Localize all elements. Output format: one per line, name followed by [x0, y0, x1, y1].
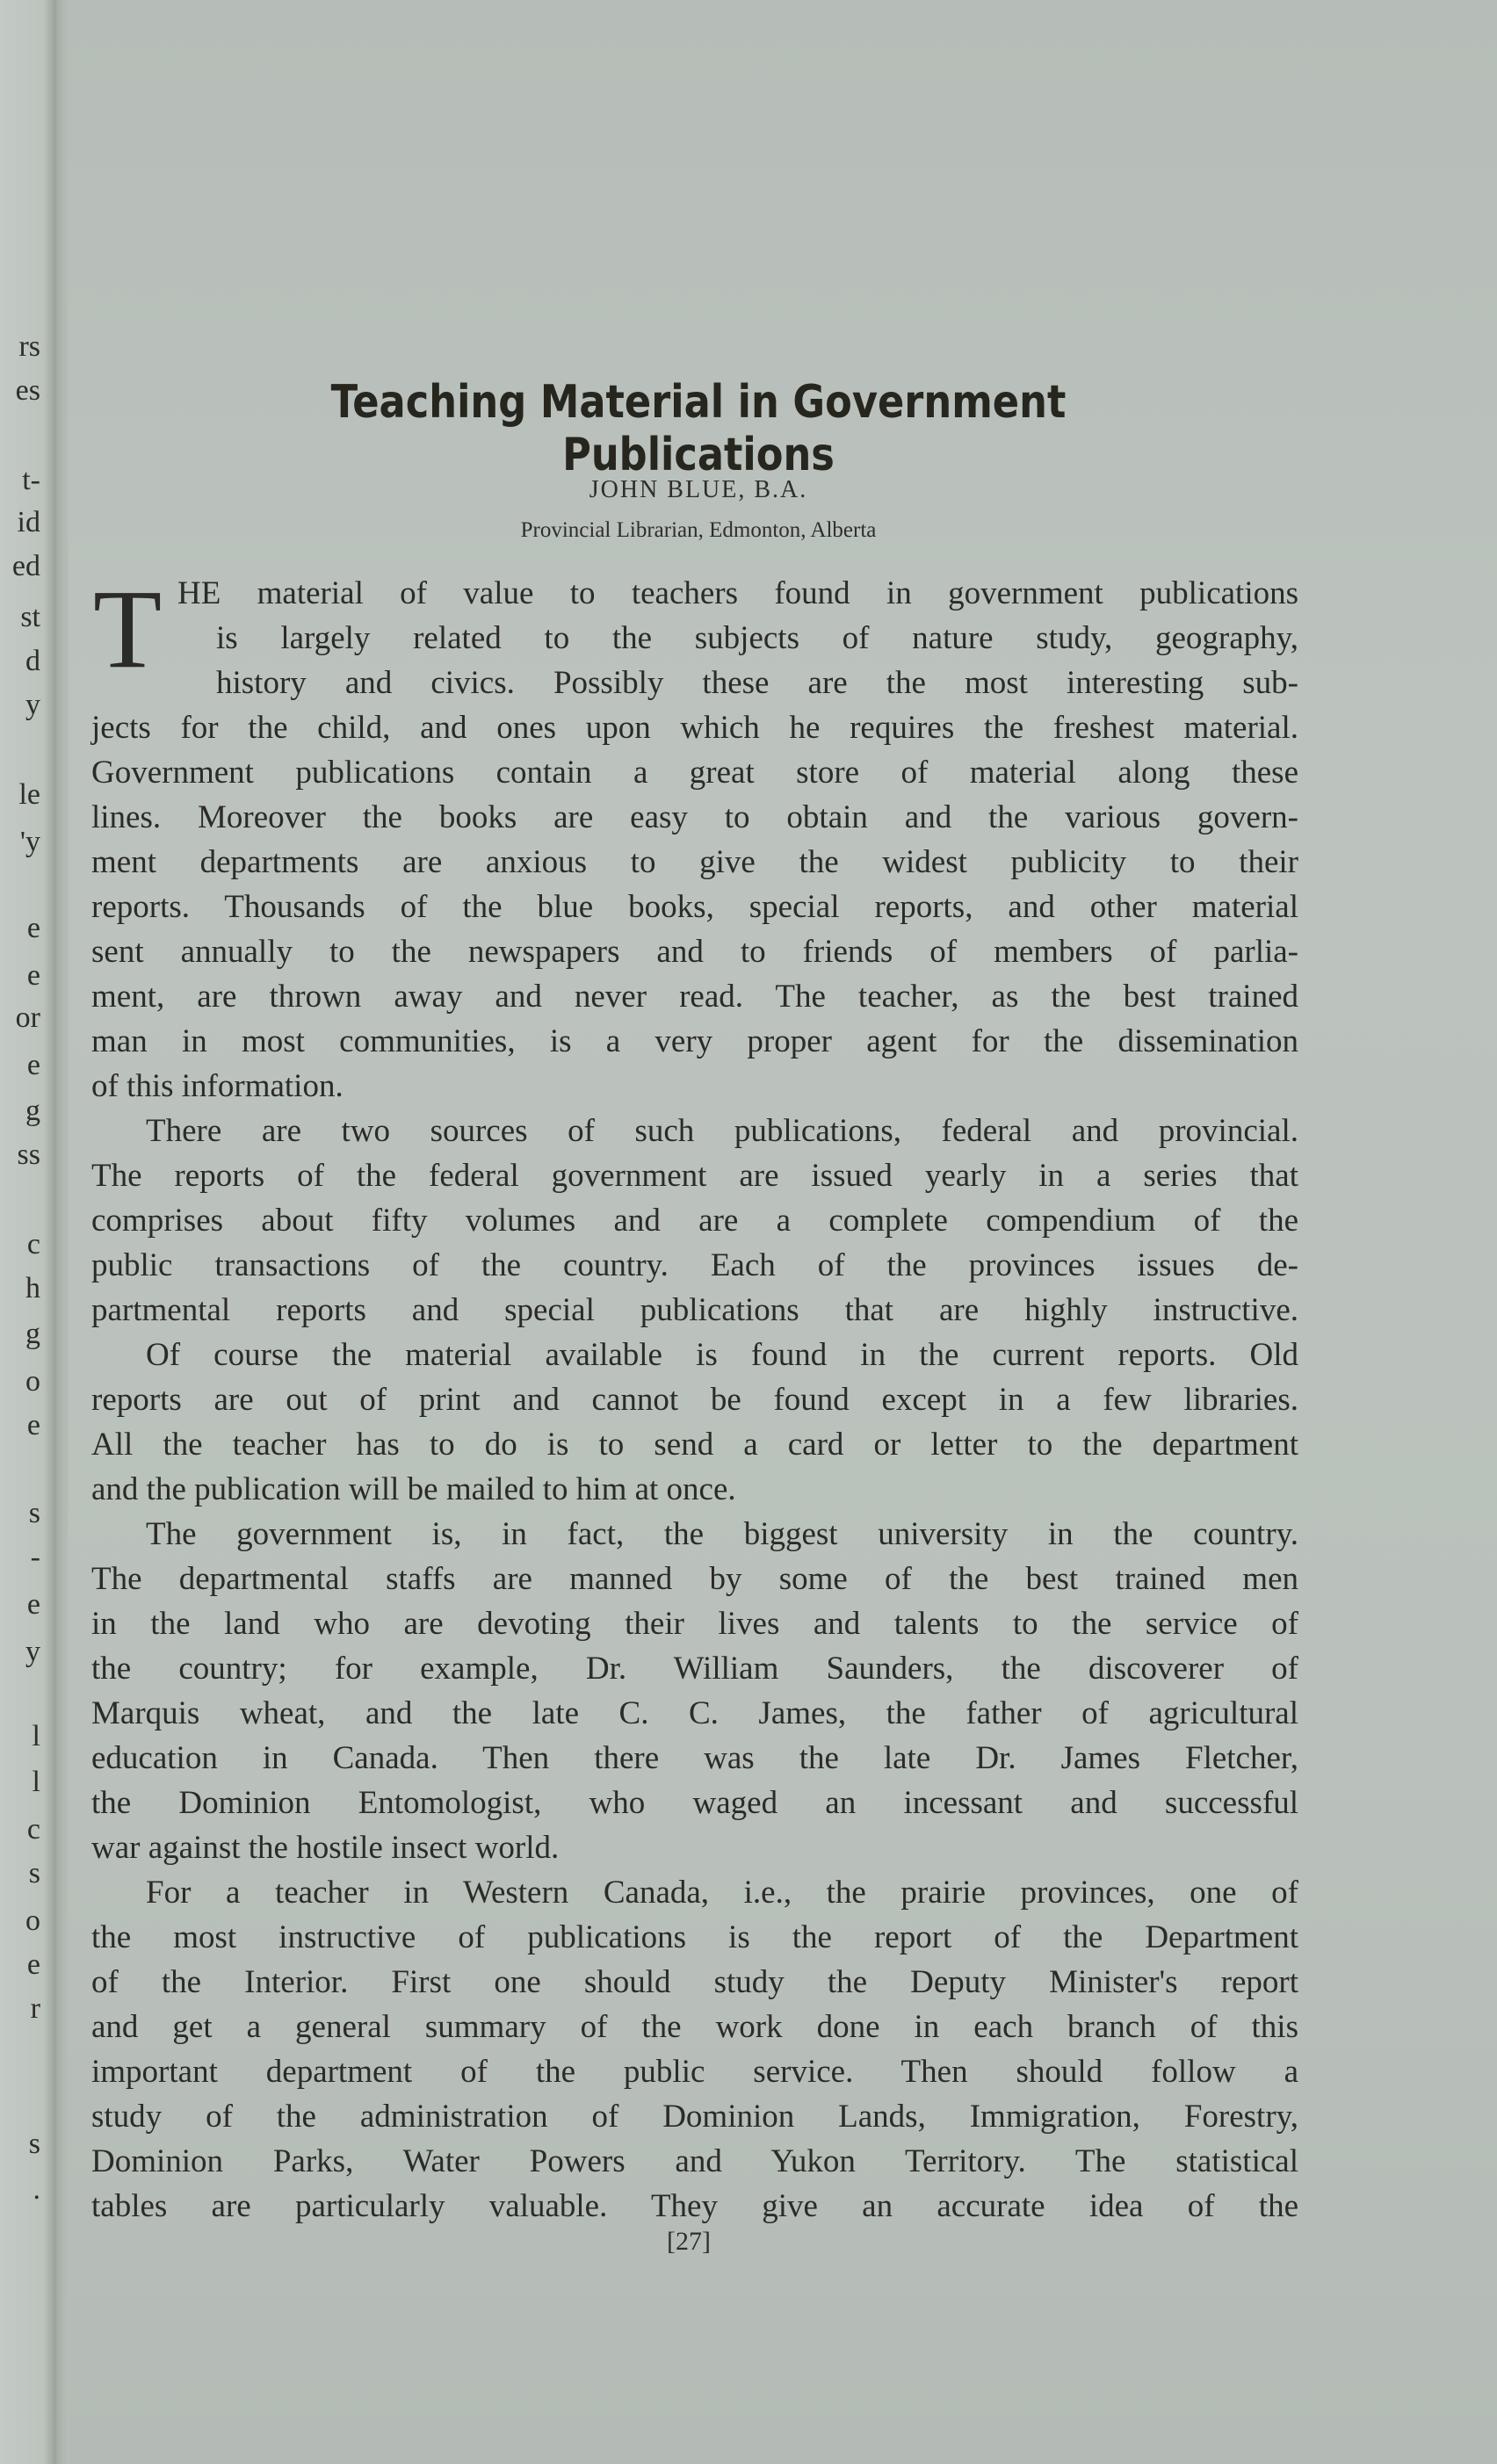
- text-line: war against the hostile insect world.: [91, 1830, 560, 1866]
- text-line: important department of the public service. Then should follow a: [91, 2054, 1298, 2090]
- text-line: comprises about fifty volumes and are a complete compendium of the: [91, 1203, 1298, 1239]
- text-line: Of course the material available is found in the current reports. Old: [146, 1337, 1298, 1373]
- margin-fragment: r: [30, 1992, 40, 2025]
- margin-fragment: d: [25, 645, 40, 677]
- text-line: jects for the child, and ones upon which he requires the freshest material.: [91, 710, 1298, 746]
- text-line: partmental reports and special publications that are highly instructive.: [91, 1292, 1298, 1328]
- margin-fragment: c: [26, 1813, 40, 1846]
- text-line: tables are particularly valuable. They give an accurate idea of the: [91, 2188, 1298, 2224]
- text-line: of the Interior. First one should study the Deputy Minister's report: [91, 1964, 1298, 2000]
- article-title: Teaching Material in Government Publications: [330, 376, 1067, 481]
- margin-fragment: st: [20, 601, 40, 633]
- margin-fragment: e: [26, 912, 40, 944]
- author-affiliation: Provincial Librarian, Edmonton, Alberta: [520, 518, 877, 542]
- margin-fragment: 'y: [19, 826, 40, 858]
- text-line: ment departments are anxious to give the widest publicity to their: [91, 844, 1298, 880]
- margin-fragment: ed: [11, 550, 40, 582]
- text-line: The departmental staffs are manned by some of the best trained men: [91, 1561, 1298, 1597]
- text-line: There are two sources of such publications, federal and provincial.: [146, 1113, 1298, 1149]
- margin-fragment: y: [25, 689, 40, 721]
- text-line: reports. Thousands of the blue books, special reports, and other material: [91, 889, 1298, 925]
- margin-fragment: e: [26, 1409, 40, 1442]
- article-body: [91, 567, 1298, 2229]
- text-line: the Dominion Entomologist, who waged an incessant and successful: [91, 1785, 1298, 1821]
- text-line: Government publications contain a great store of material along these: [91, 755, 1298, 791]
- margin-fragment: s: [28, 1857, 40, 1890]
- text-line: The reports of the federal government are issued yearly in a series that: [91, 1158, 1298, 1194]
- text-line: and get a general summary of the work done in each branch of this: [91, 2009, 1298, 2045]
- margin-fragment: l: [32, 1766, 40, 1798]
- margin-fragment: c: [26, 1228, 40, 1261]
- margin-fragment: s: [28, 2128, 40, 2160]
- text-line: HE material of value to teachers found in government publications: [177, 575, 1298, 611]
- margin-fragment: le: [18, 778, 40, 811]
- margin-fragment: rs: [18, 330, 40, 363]
- text-line: public transactions of the country. Each of the provinces issues de-: [91, 1247, 1298, 1283]
- text-line: study of the administration of Dominion Lands, Immigration, Forestry,: [91, 2099, 1298, 2135]
- margin-fragment: -: [30, 1541, 40, 1573]
- margin-fragment: l: [32, 1720, 40, 1752]
- margin-fragment: .: [33, 2173, 40, 2206]
- author-name: JOHN BLUE, B.A.: [589, 476, 808, 503]
- text-line: Dominion Parks, Water Powers and Yukon Territory. The statistical: [91, 2143, 1298, 2179]
- margin-fragment: es: [15, 374, 40, 407]
- drop-cap: T: [93, 567, 163, 691]
- margin-fragment: o: [25, 1904, 40, 1937]
- margin-fragment: h: [25, 1272, 40, 1304]
- text-line: Marquis wheat, and the late C. C. James, the father of agricultural: [91, 1695, 1298, 1731]
- margin-fragment: e: [26, 1049, 40, 1081]
- page-number: [27]: [667, 2227, 711, 2256]
- text-line: is largely related to the subjects of nature study, geography,: [216, 620, 1298, 656]
- margin-fragment: e: [26, 959, 40, 992]
- margin-fragment: id: [17, 506, 40, 538]
- text-line: All the teacher has to do is to send a card or letter to the department: [91, 1427, 1298, 1463]
- margin-fragment: g: [25, 1318, 40, 1350]
- margin-fragment: t-: [22, 464, 40, 496]
- text-line: ment, are thrown away and never read. The teacher, as the best trained: [91, 979, 1298, 1015]
- text-line: of this information.: [91, 1068, 344, 1104]
- text-line: man in most communities, is a very proper agent for the dissemination: [91, 1023, 1298, 1059]
- text-line: in the land who are devoting their lives and talents to the service of: [91, 1606, 1298, 1642]
- text-line: lines. Moreover the books are easy to obtain and the various govern-: [91, 799, 1298, 835]
- text-line: reports are out of print and cannot be found except in a few libraries.: [91, 1382, 1298, 1418]
- text-line: For a teacher in Western Canada, i.e., the prairie provinces, one of: [146, 1875, 1298, 1911]
- text-line: and the publication will be mailed to him at once.: [91, 1471, 736, 1507]
- margin-fragment: s: [28, 1497, 40, 1529]
- margin-fragment: o: [25, 1365, 40, 1398]
- text-line: The government is, in fact, the biggest university in the country.: [146, 1516, 1298, 1552]
- text-line: sent annually to the newspapers and to friends of members of parlia-: [91, 934, 1298, 970]
- margin-fragment: or: [15, 1001, 40, 1034]
- margin-fragment: y: [25, 1636, 40, 1668]
- margin-fragment: e: [26, 1948, 40, 1981]
- text-line: history and civics. Possibly these are the most interesting sub-: [216, 665, 1298, 701]
- previous-page-edge: [0, 0, 54, 2464]
- text-line: the country; for example, Dr. William Saunders, the discoverer of: [91, 1651, 1298, 1687]
- text-line: education in Canada. Then there was the late Dr. James Fletcher,: [91, 1740, 1298, 1776]
- margin-fragment: g: [25, 1095, 40, 1127]
- margin-fragment: ss: [17, 1138, 40, 1171]
- text-line: the most instructive of publications is the report of the Department: [91, 1919, 1298, 1955]
- margin-fragment: e: [26, 1588, 40, 1621]
